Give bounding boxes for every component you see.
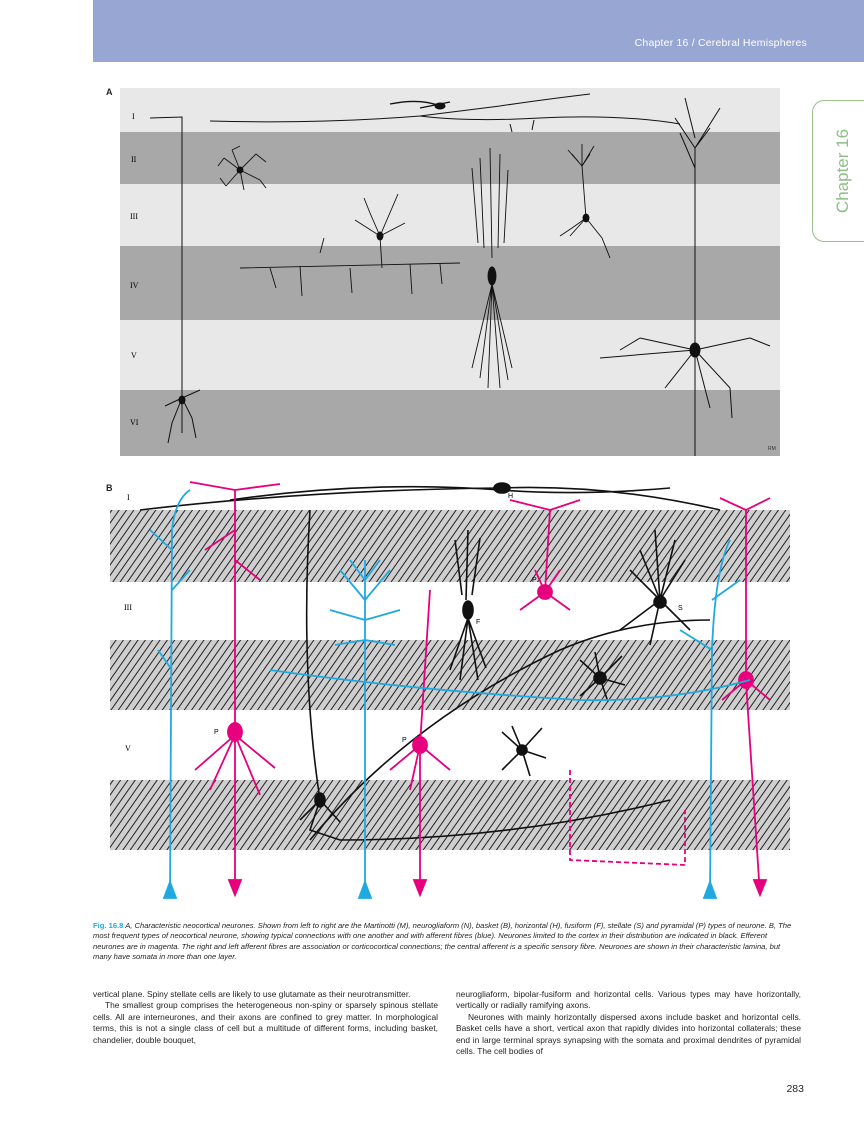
left-paragraph-2: The smallest group comprises the heterogeneous non-spiny or sparsely spinous stellate cells. All are interneurones, and their axons are confined to grey matter. In morphological terms, this is not a single class of cell but a multitude of different forms, including basket, chandelier, double bouquet, — [93, 1000, 438, 1045]
page-number: 283 — [786, 1083, 804, 1095]
body-column-left — [93, 989, 438, 1046]
right-paragraph-1: neurogliaform, bipolar-fusiform and horizontal cells. Various types may have horizontally, vertically or radially ramifying axons. — [456, 989, 801, 1011]
label-f: F — [476, 619, 481, 626]
layer-a-5: V — [131, 351, 137, 360]
layer-a-3: III — [130, 212, 138, 221]
panel-a-label: A — [106, 87, 113, 97]
caption-text: A, Characteristic neocortical neurones. Shown from left to right are the Martinotti (M), neurogliaform (N), basket (B), horizontal (H), fusiform (F), stellate (S) and pyramidal (P) types of neurone. B, The most frequent types of neocortical neurone, showing typical connections with one another and with afferent fibres (blue). Neurones limited to the cortex in their distribution are indicated in black. Efferent neurones are in magenta. The right and left afferent fibres are association or corticocortical connections; the central afferent is a specific sensory fibre. Neurones are shown in their characteristic lamina, but many have somata in more than one layer. — [93, 921, 792, 962]
horizontal-cell-b — [140, 483, 720, 510]
right-paragraph-2: Neurones with mainly horizontally dispersed axons include basket and horizontal cells. Basket cells have a short, vertical axon that rapidly divides into horizontal collaterals; these end in large terminal sprays synapsing with the somata and proximal dendrites of pyramidal cells. The cell bodies of — [456, 1011, 801, 1057]
label-p-left: P — [214, 729, 219, 736]
layer-a-6: VI — [130, 418, 139, 427]
label-s: S — [678, 605, 683, 612]
layer-b-3: III — [124, 603, 132, 612]
left-paragraph-1: vertical plane. Spiny stellate cells are likely to use glutamate as their neurotransmitter. — [93, 989, 411, 999]
label-p-center: P — [402, 737, 407, 744]
chapter-tab-label: Chapter 16 — [833, 128, 852, 214]
figure-caption — [93, 921, 793, 963]
header-band — [93, 0, 864, 62]
layer-b-1: I — [127, 493, 130, 502]
chapter-tab — [812, 100, 864, 242]
layer-a-2: II — [131, 155, 137, 164]
panel-a-figure — [120, 88, 780, 456]
layer-b-5: V — [125, 744, 131, 753]
neurogliaform-cell-b — [502, 726, 546, 776]
artist-initials: RM — [768, 446, 776, 452]
running-title: Chapter 16 / Cerebral Hemispheres — [634, 37, 807, 49]
layer-a-4: IV — [130, 281, 139, 290]
panel-b-label: B — [106, 483, 113, 493]
label-p-upper: P — [532, 577, 537, 584]
panel-b-figure — [110, 470, 790, 910]
figure-number: Fig. 16.8 — [93, 921, 124, 930]
layer-a-1: I — [132, 112, 135, 121]
label-h: H — [508, 493, 514, 500]
body-column-right — [456, 989, 801, 1057]
